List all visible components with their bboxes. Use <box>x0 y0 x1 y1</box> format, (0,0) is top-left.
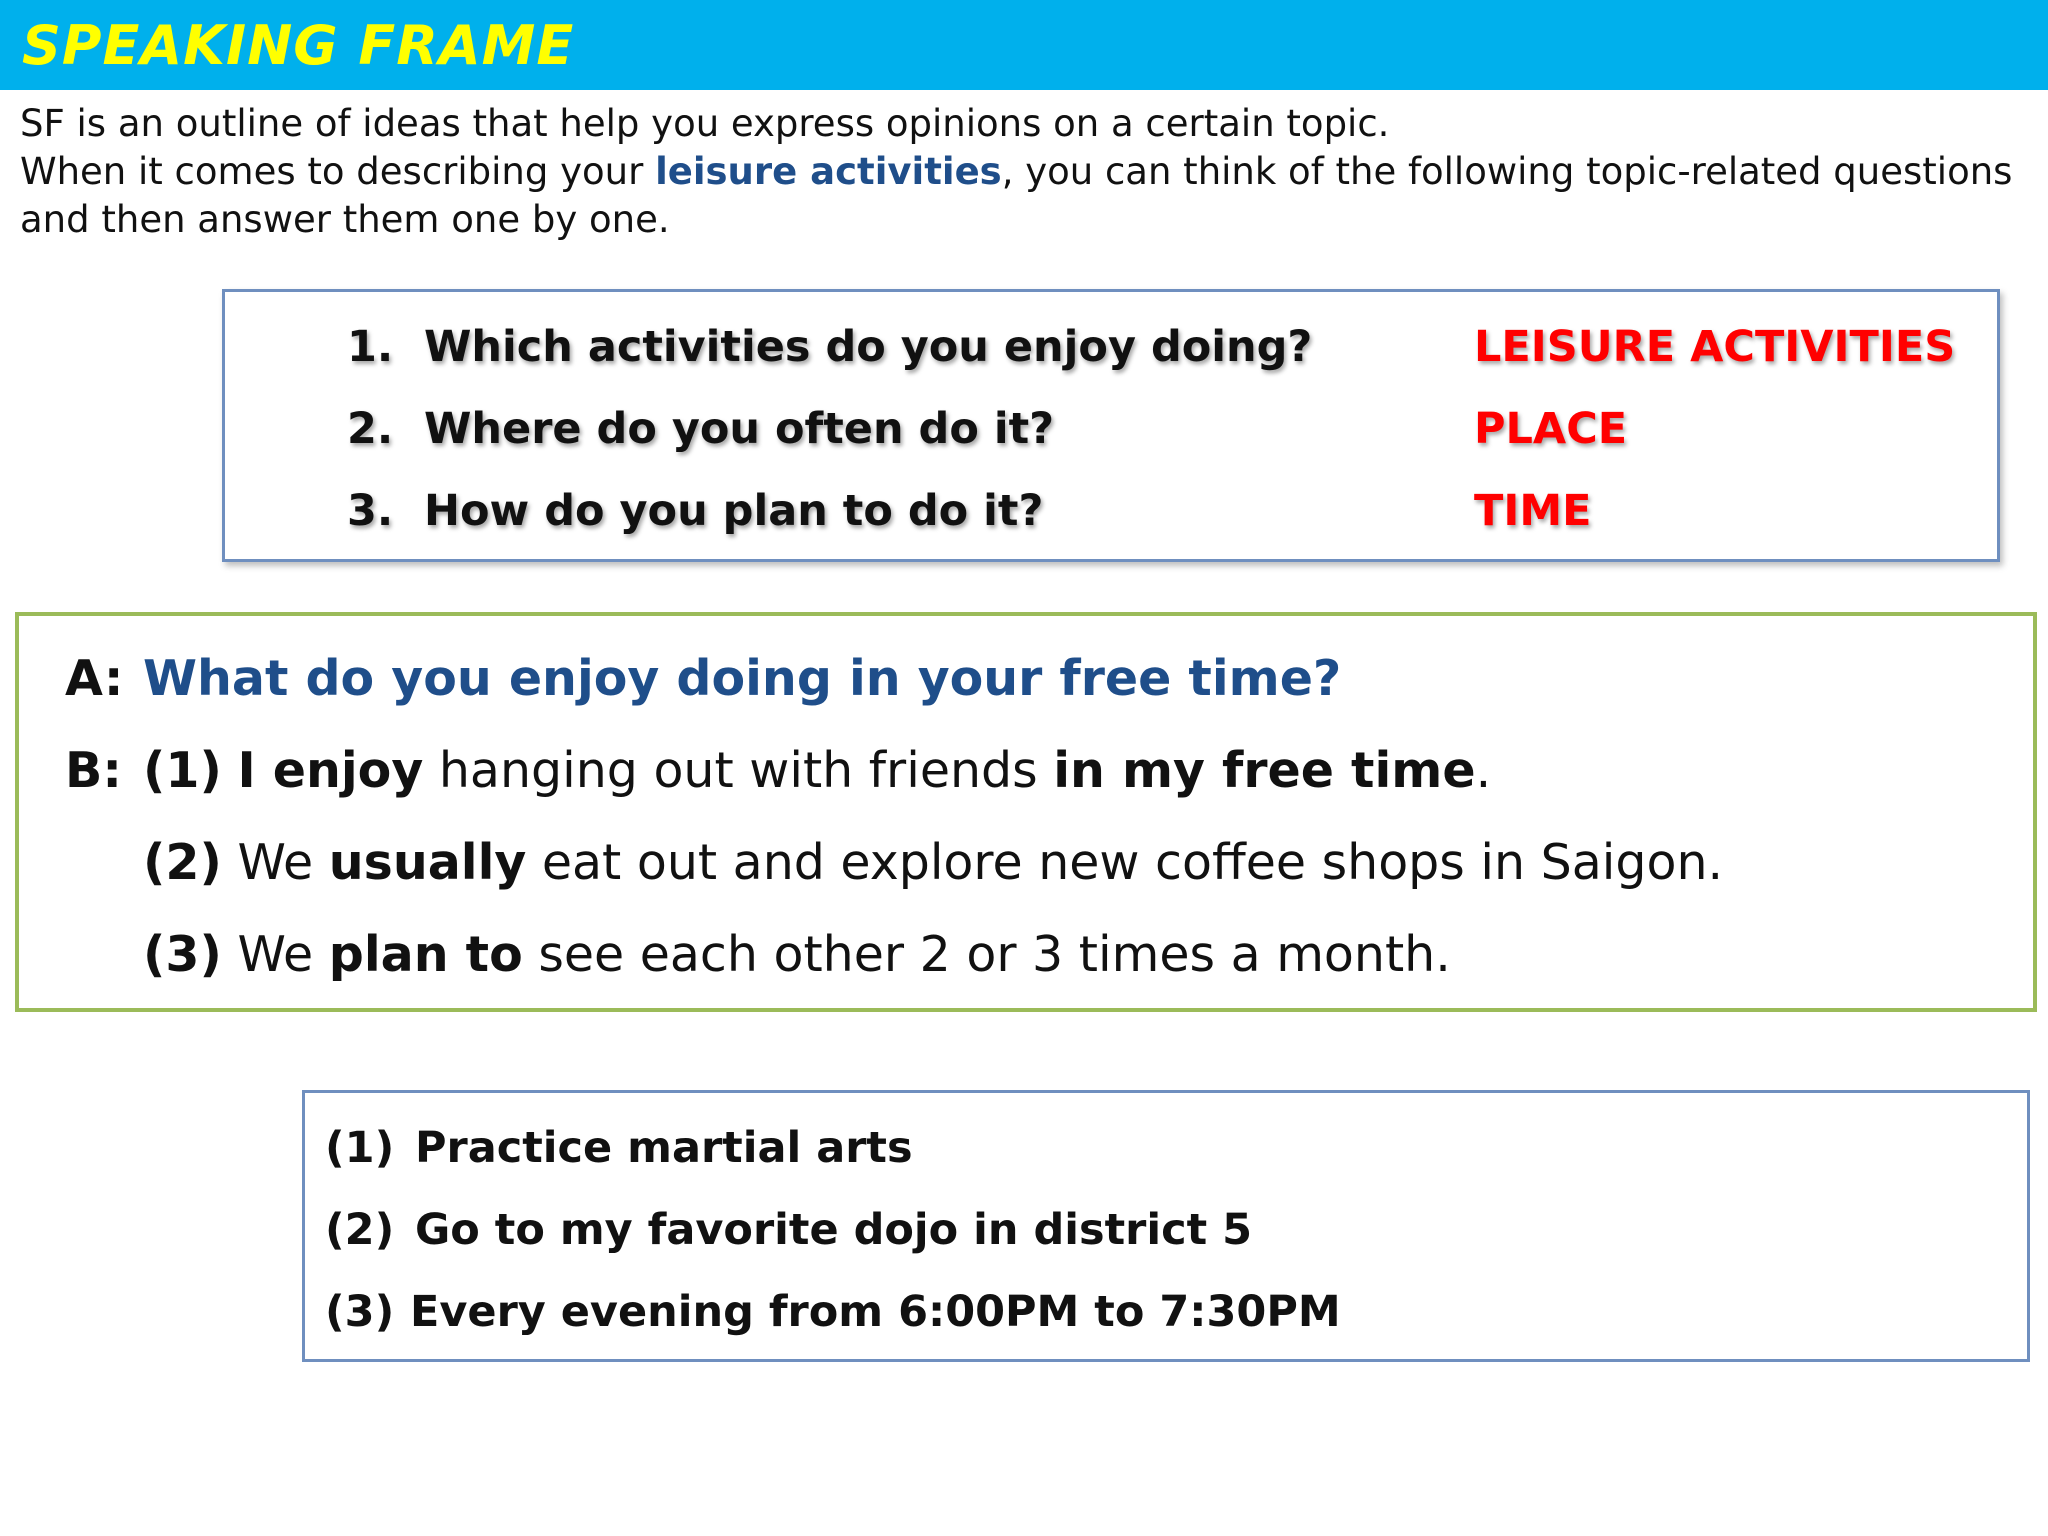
page-title: SPEAKING FRAME <box>22 14 575 77</box>
practice-example-box <box>302 1090 2030 1362</box>
answer-keyword: in my free time <box>1053 742 1476 799</box>
frame-question-text: Where do you often do it? <box>424 404 1055 454</box>
answer-keyword: I enjoy <box>237 742 424 799</box>
intro-line-2-start: When it comes to describing your <box>20 150 656 193</box>
frame-question-tag-time: TIME <box>1474 486 1592 536</box>
dialog-answer-2 <box>143 834 1723 891</box>
example-number: (3) <box>325 1287 395 1337</box>
intro-line-2-end: , you can think of the following topic-related questions and then answer them one by one. <box>20 150 2013 241</box>
dialog-answer-3 <box>143 926 1451 983</box>
speaking-frame-questions-box <box>222 289 2000 562</box>
intro-text <box>20 100 2030 244</box>
sample-dialog-box <box>15 612 2037 1012</box>
frame-question-text: How do you plan to do it? <box>424 486 1044 536</box>
intro-line-2 <box>20 148 2030 244</box>
answer-number: (1) <box>143 742 222 799</box>
answer-keyword: usually <box>328 834 527 891</box>
answer-text: eat out and explore new coffee shops in Saigon. <box>526 834 1724 891</box>
example-item-2 <box>325 1205 1253 1255</box>
answer-number: (2) <box>143 834 222 891</box>
frame-question-number: 2. <box>347 404 394 454</box>
header-bar <box>0 0 2048 90</box>
speaker-a-label: A: <box>65 650 124 707</box>
speaker-b-label: B: <box>65 742 122 799</box>
intro-highlight-leisure-activities: leisure activities <box>655 150 1002 193</box>
example-item-3 <box>325 1287 1341 1337</box>
answer-text: We <box>221 926 329 983</box>
frame-question-tag-place: PLACE <box>1474 404 1628 454</box>
frame-question-number: 3. <box>347 486 394 536</box>
answer-text: We <box>221 834 329 891</box>
dialog-answer-1 <box>143 742 1491 799</box>
answer-text: see each other 2 or 3 times a month. <box>522 926 1451 983</box>
frame-question-number: 1. <box>347 322 394 372</box>
dialog-line-b3 <box>143 926 1451 983</box>
frame-question-tag-leisure-activities: LEISURE ACTIVITIES <box>1474 322 1956 372</box>
answer-text: hanging out with friends <box>423 742 1054 799</box>
example-number: (1) <box>325 1123 395 1173</box>
answer-keyword: plan to <box>328 926 523 983</box>
dialog-line-b2 <box>143 834 1723 891</box>
example-item-1 <box>325 1123 913 1173</box>
example-number: (2) <box>325 1205 395 1255</box>
answer-number: (3) <box>143 926 222 983</box>
example-text: Go to my favorite dojo in district 5 <box>415 1205 1253 1255</box>
example-text: Every evening from 6:00PM to 7:30PM <box>410 1287 1341 1337</box>
frame-question-text: Which activities do you enjoy doing? <box>424 322 1313 372</box>
dialog-question: What do you enjoy doing in your free time? <box>143 650 1342 707</box>
example-text: Practice martial arts <box>415 1123 913 1173</box>
answer-text: . <box>1475 742 1492 799</box>
intro-line-1: SF is an outline of ideas that help you express opinions on a certain topic. <box>20 102 1390 145</box>
